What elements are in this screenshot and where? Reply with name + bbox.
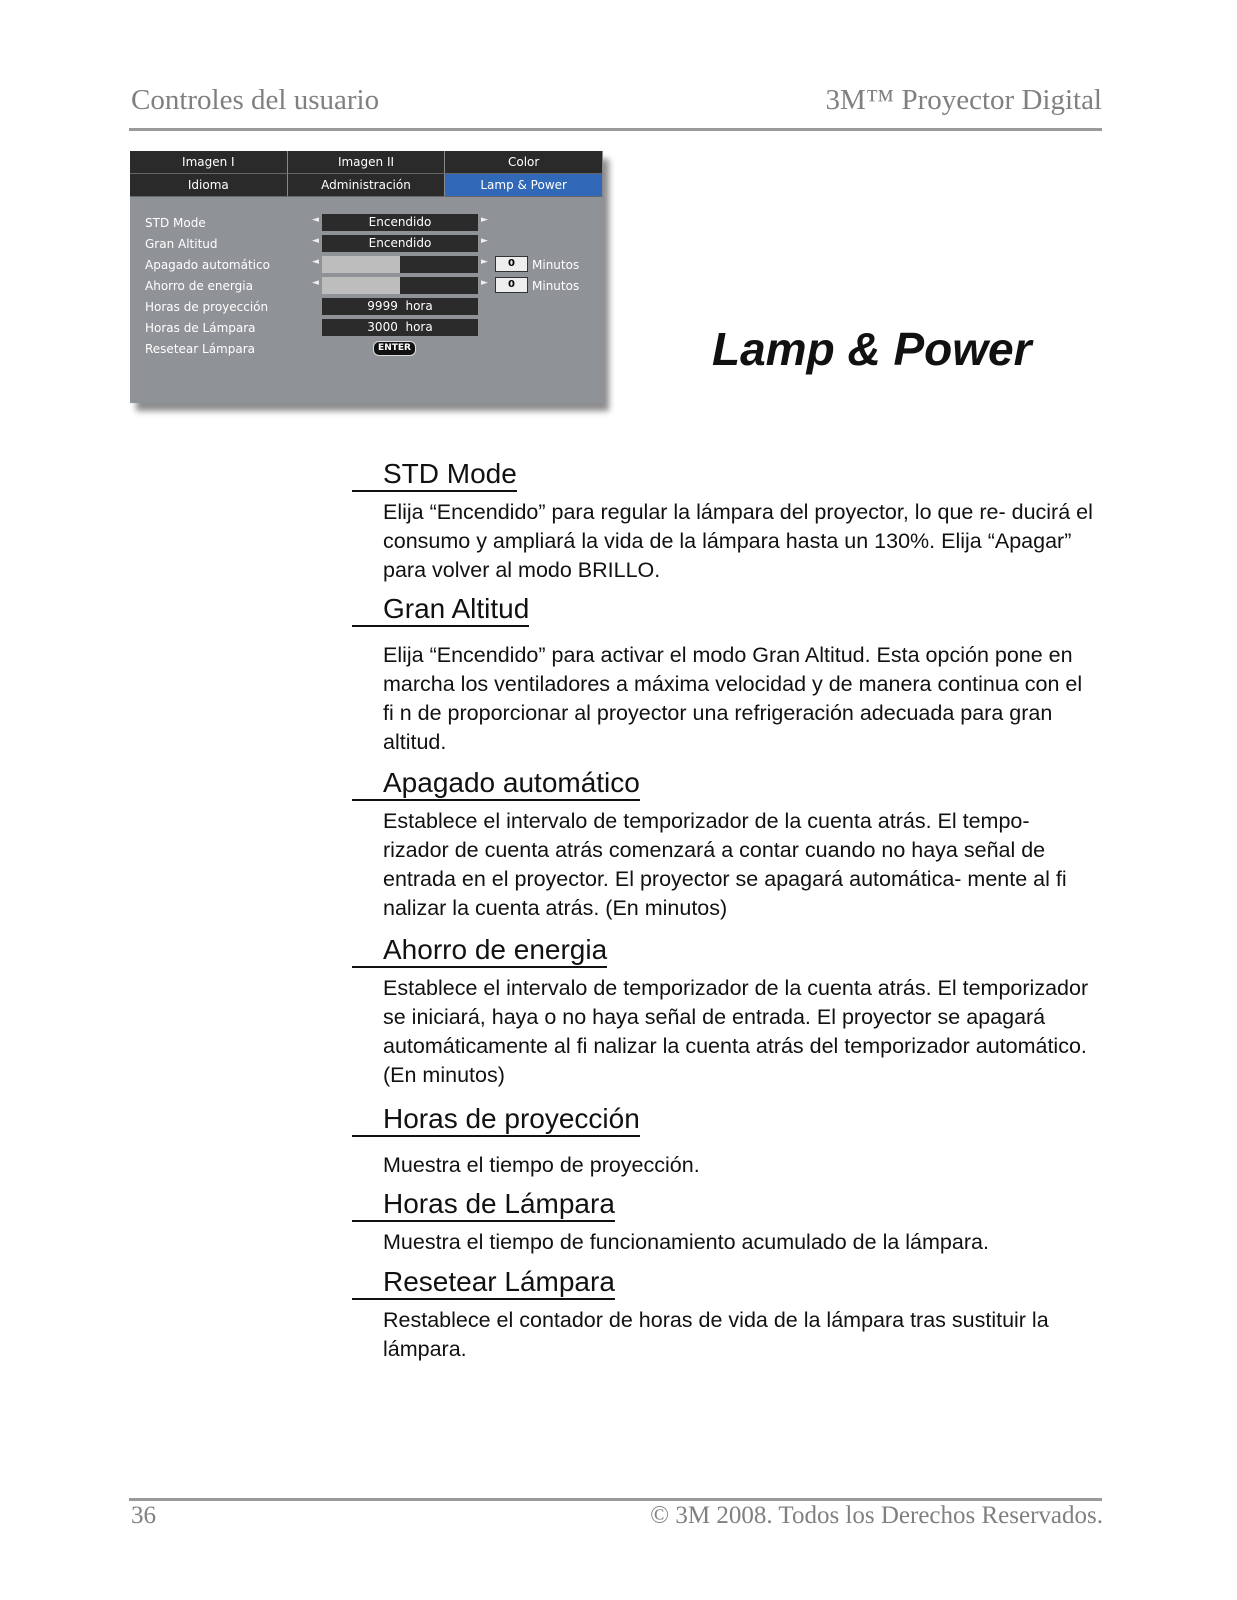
left-arrow-icon: ◄	[312, 236, 319, 246]
item-heading: Apagado automático	[352, 767, 640, 801]
osd-row-label: Gran Altitud	[145, 237, 218, 251]
osd-menu-screenshot	[130, 151, 603, 403]
right-arrow-icon: ►	[481, 257, 488, 267]
osd-number-box: 0	[495, 256, 528, 272]
osd-row-horas-proyeccion	[130, 298, 603, 318]
item-heading: Gran Altitud	[352, 593, 529, 627]
osd-row-apagado-automatico	[130, 256, 603, 276]
header-divider	[129, 128, 1102, 131]
page-title: Lamp & Power	[712, 323, 1032, 375]
osd-row-value: 9999 hora	[322, 298, 478, 315]
right-arrow-icon: ►	[481, 236, 488, 246]
osd-row-label: Resetear Lámpara	[145, 342, 255, 356]
item-ahorro-energia	[352, 934, 1102, 1090]
right-arrow-icon: ►	[481, 215, 488, 225]
header-section-title: Controles del usuario	[131, 84, 380, 116]
osd-tabs-row-1	[130, 151, 603, 174]
item-horas-proyeccion	[352, 1103, 1102, 1180]
osd-slider	[322, 277, 478, 294]
copyright-notice: © 3M 2008. Todos los Derechos Reservados.	[650, 1502, 1103, 1529]
item-horas-lampara	[352, 1188, 1102, 1257]
left-arrow-icon: ◄	[312, 257, 319, 267]
osd-enter-button: ENTER	[373, 341, 416, 356]
osd-slider-fill	[322, 277, 400, 294]
item-description: Elija “Encendido” para regular la lámpara del proyector, lo que re- ducirá el consumo y ampliará la vida de la lámpara hasta un 130%. Elija “Apagar” para volver al modo BRILLO.	[383, 500, 1093, 582]
item-heading: Horas de proyección	[352, 1103, 640, 1137]
item-heading: Resetear Lámpara	[352, 1266, 615, 1300]
osd-tabs-row-2	[130, 174, 603, 197]
osd-slider	[322, 256, 478, 273]
item-description: Establece el intervalo de temporizador de la cuenta atrás. El tempo- rizador de cuenta atrás comenzará a contar cuando no haya señal de entrada en el proyector. El proyector se apagará automática- mente al fi nalizar la cuenta atrás. (En minutos)	[383, 809, 1067, 920]
left-arrow-icon: ◄	[312, 278, 319, 288]
osd-row-label: Apagado automático	[145, 258, 270, 272]
item-gran-altitud	[352, 593, 1102, 757]
osd-slider-fill	[322, 256, 400, 273]
footer-divider	[129, 1498, 1102, 1501]
osd-row-value: Encendido	[322, 214, 478, 231]
item-apagado-automatico	[352, 767, 1102, 923]
osd-row-std-mode	[130, 214, 603, 234]
osd-row-value: 3000 hora	[322, 319, 478, 336]
osd-row-label: Horas de proyección	[145, 300, 269, 314]
left-arrow-icon: ◄	[312, 215, 319, 225]
item-std-mode	[352, 458, 1102, 585]
item-description: Restablece el contador de horas de vida de la lámpara tras sustituir la lámpara.	[383, 1308, 1049, 1361]
osd-row-label: STD Mode	[145, 216, 206, 230]
item-heading: Ahorro de energia	[352, 934, 607, 968]
item-description: Establece el intervalo de temporizador de la cuenta atrás. El temporizador se iniciará, haya o no haya señal de entrada. El proyector se apagará automáticamente al fi nalizar la cuenta atrás del temporizador automático. (En minutos)	[383, 976, 1089, 1087]
header-product-title: 3M™ Proyector Digital	[825, 84, 1102, 116]
osd-row-label: Ahorro de energia	[145, 279, 253, 293]
osd-row-value: Encendido	[322, 235, 478, 252]
item-description: Elija “Encendido” para activar el modo Gran Altitud. Esta opción pone en marcha los ventiladores a máxima velocidad y de manera continua con el fi n de proporcionar al proyector una refrigeración adecuada para gran altitud.	[383, 643, 1083, 754]
item-description: Muestra el tiempo de proyección.	[383, 1153, 700, 1177]
osd-unit-label: Minutos	[532, 258, 580, 272]
item-heading: Horas de Lámpara	[352, 1188, 615, 1222]
osd-row-ahorro-energia	[130, 277, 603, 297]
osd-tab-color: Color	[445, 151, 603, 174]
osd-unit-label: Minutos	[532, 279, 580, 293]
osd-tab-imagen-1: Imagen I	[130, 151, 288, 174]
osd-row-horas-lampara	[130, 319, 603, 339]
osd-tab-administracion: Administración	[288, 174, 446, 197]
osd-row-resetear-lampara	[130, 340, 603, 360]
page-number: 36	[131, 1502, 156, 1529]
item-description: Muestra el tiempo de funcionamiento acumulado de la lámpara.	[383, 1230, 989, 1254]
item-resetear-lampara	[352, 1266, 1102, 1364]
osd-tab-lamp-power: Lamp & Power	[445, 174, 603, 197]
osd-tab-idioma: Idioma	[130, 174, 288, 197]
item-heading: STD Mode	[352, 458, 517, 492]
osd-tab-imagen-2: Imagen II	[288, 151, 446, 174]
osd-row-gran-altitud	[130, 235, 603, 255]
osd-number-box: 0	[495, 277, 528, 293]
right-arrow-icon: ►	[481, 278, 488, 288]
osd-row-label: Horas de Lámpara	[145, 321, 256, 335]
